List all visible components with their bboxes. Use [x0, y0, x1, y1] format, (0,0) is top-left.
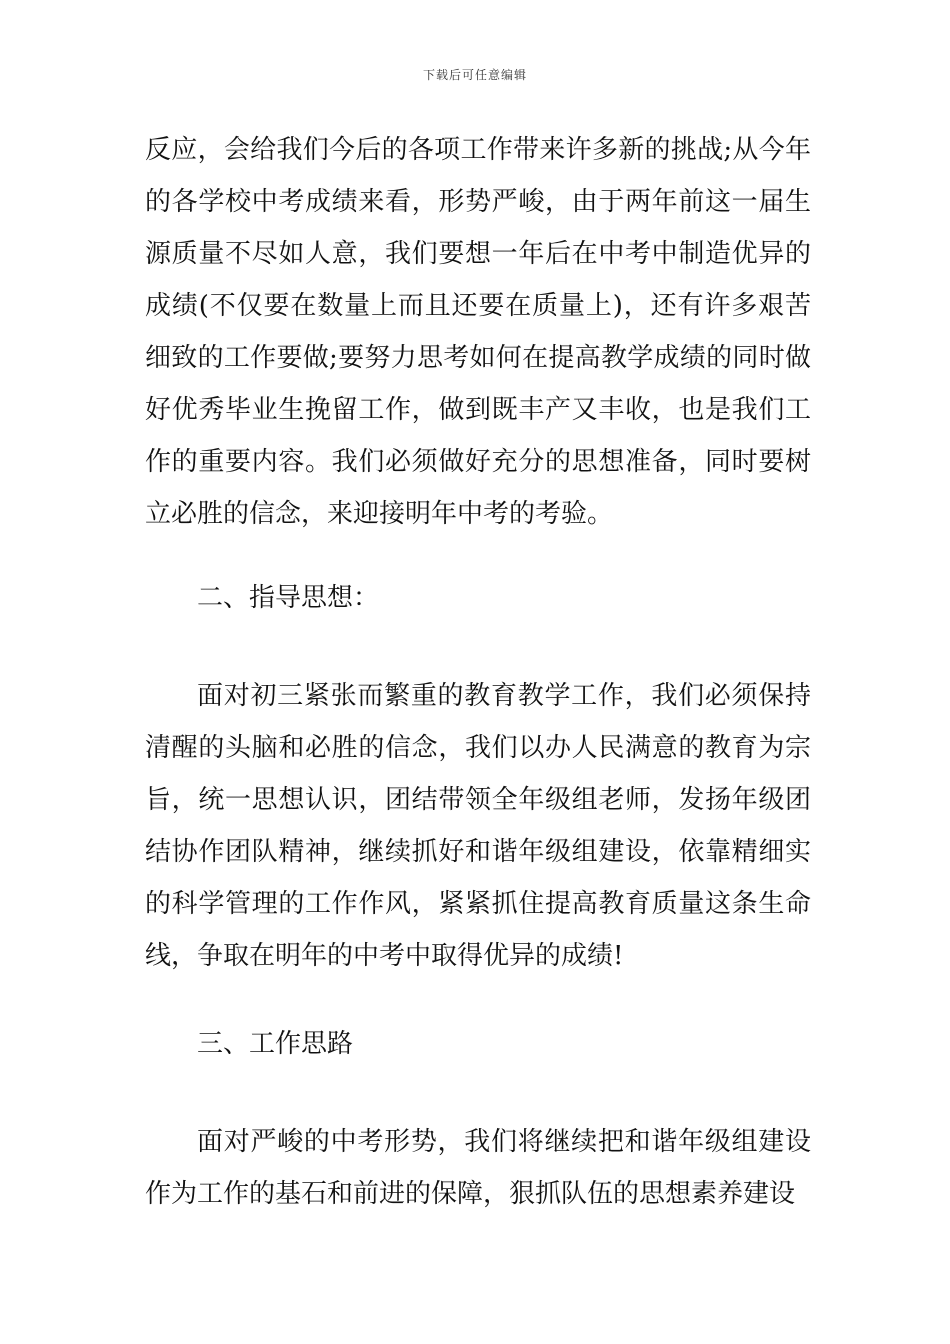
body-paragraph-3: 面对严峻的中考形势，我们将继续把和谐年级组建设作为工作的基石和前进的保障，狠抓队伍的思想素养建设 [145, 1127, 811, 1209]
section-heading-3: 三、工作思路 [197, 1029, 354, 1059]
body-paragraph-2: 面对初三紧张而繁重的教育教学工作，我们必须保持清醒的头脑和必胜的信念，我们以办人民满意的教育为宗旨，统一思想认识，团结带领全年级组老师，发扬年级团结协作团队精神，继续抓好和谐年级组建设，依靠精细实的科学管理的工作作风，紧紧抓住提高教育质量这条生命线，争取在明年的中考中取得优异的成绩! [145, 681, 811, 971]
body-paragraph-1: 反应，会给我们今后的各项工作带来许多新的挑战;从今年的各学校中考成绩来看，形势严峻，由于两年前这一届生源质量不尽如人意，我们要想一年后在中考中制造优异的成绩(不仅要在数量上而且还要在质量上)，还有许多艰苦细致的工作要做;要努力思考如何在提高教学成绩的同时做好优秀毕业生挽留工作，做到既丰产又丰收，也是我们工作的重要内容。我们必须做好充分的思想准备，同时要树立必胜的信念，来迎接明年中考的考验。 [145, 135, 811, 529]
section-heading-2: 二、指导思想： [197, 583, 380, 613]
page-header-note: 下载后可任意编辑 [422, 68, 527, 82]
